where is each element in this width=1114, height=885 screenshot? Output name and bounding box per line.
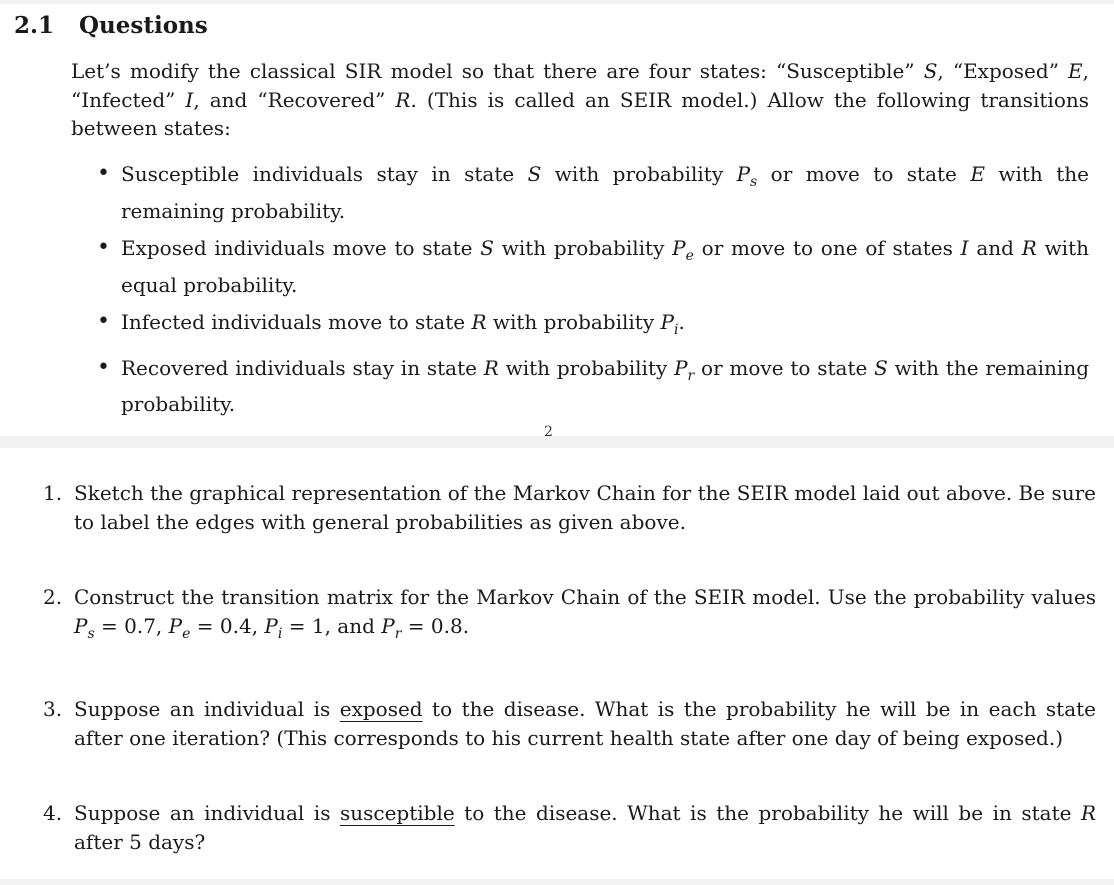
question-item-3: 3. Suppose an individual is exposed to the disease. What is the probability he will be in each state after one iteration? (This corresponds to his current health state after one day of being exposed.) [43,697,1096,750]
page-top-edge [0,0,1114,4]
section-title: Questions [79,12,208,39]
underlined-term-exposed: exposed [339,697,423,721]
transition-list [101,160,1089,428]
section-number: 2.1 [14,12,55,39]
question-item-1: 1. Sketch the graphical representation of the Markov Chain for the SEIR model laid out above. Be sure to label the edges with general probabilities as given above. [43,481,1096,534]
question-number: 4. [43,801,63,825]
question-number: 1. [43,481,63,505]
transition-item-susceptible: • Susceptible individuals stay in state S with probability $P_s$ or move to state E with the remaining probability. [101,160,1089,225]
transition-item-recovered: • Recovered individuals stay in state R with probability $P_r$ or move to state S with the remaining probability. [101,354,1089,419]
question-list [43,479,1096,856]
intro-paragraph: Let’s modify the classical SIR model so that there are four states: “Susceptible” S, “Exposed” E, “Infected” I, and “Recovered” R. (This is called an SEIR model.) Allow the following transitions between states: [71,59,1089,140]
page-break [0,436,1114,448]
question-item-2: 2. Construct the transition matrix for the Markov Chain of the SEIR model. Use the probability values $P_s = 0.7$, $P_e = 0.4$, $P_i = 1$, and $P_r = 0.8$. [43,585,1096,642]
underlined-term-susceptible: susceptible [339,801,455,825]
question-item-4: 4. Suppose an individual is susceptible to the disease. What is the probability he will be in state R after 5 days? [43,801,1096,854]
page-number: 2 [544,424,553,440]
transition-item-exposed: • Exposed individuals move to state S with probability $P_e$ or move to one of states I and R with equal probability. [101,234,1089,299]
question-number: 3. [43,697,63,721]
transition-item-infected: • Infected individuals move to state R with probability $P_i$. [101,308,1089,345]
page-bottom-edge [0,879,1114,885]
question-number: 2. [43,585,63,609]
